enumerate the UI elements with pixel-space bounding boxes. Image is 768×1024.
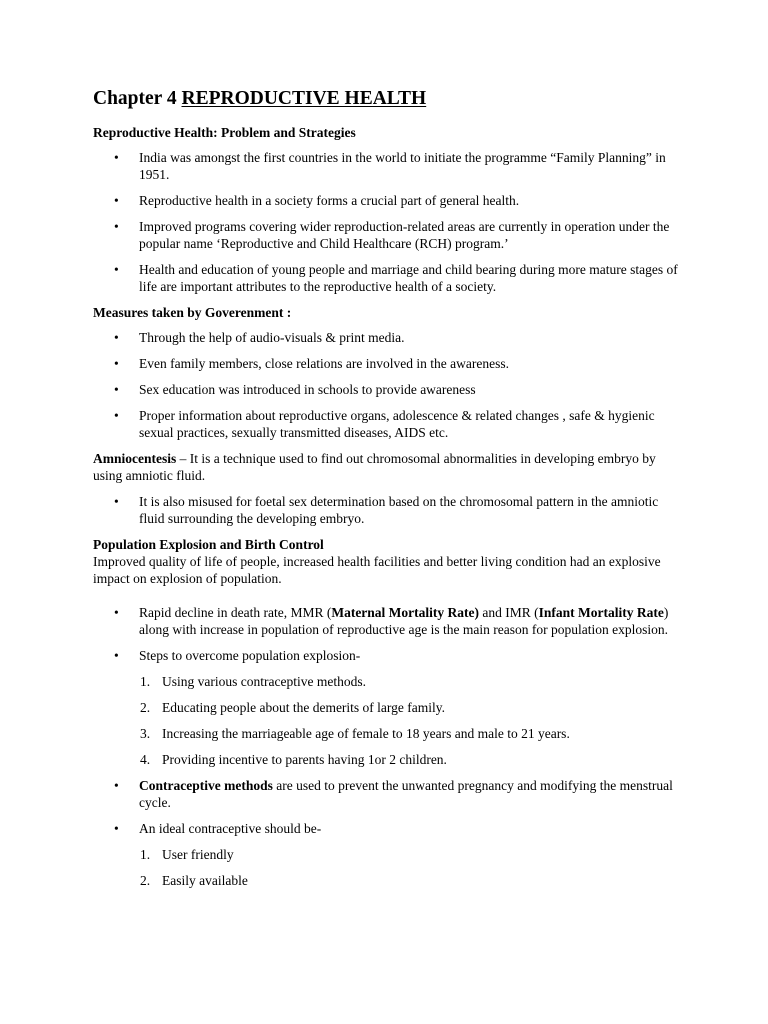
chapter-name: REPRODUCTIVE HEALTH (181, 88, 427, 109)
numbered-item: 2. Educating people about the demerits of large family. (140, 700, 446, 715)
list-item: • Health and education of young people and marriage and child bearing during more mature stages of life are important attributes to the reproductive health of a society. (93, 261, 683, 295)
imr-term: Infant Mortality Rate (538, 605, 664, 620)
section-heading-strategies: Reproductive Health: Problem and Strategies (93, 125, 356, 140)
section-heading-population: Population Explosion and Birth Control (93, 537, 324, 552)
list-item: • Even family members, close relations are involved in the awareness. (93, 355, 683, 372)
contraceptive-term: Contraceptive methods (139, 778, 273, 793)
list-item: • An ideal contraceptive should be- (93, 820, 683, 837)
list-item: • Improved programs covering wider reproduction-related areas are currently in operation under the popular name ‘Reproductive and Child Healthcare (RCH) program.’ (93, 218, 683, 252)
numbered-item: 1. User friendly (140, 847, 234, 862)
population-list (93, 604, 683, 664)
numbered-item: 3. Increasing the marriageable age of female to 18 years and male to 21 years. (140, 726, 570, 741)
ideal-contraceptive-list (93, 846, 683, 889)
numbered-item: 1. Using various contraceptive methods. (140, 674, 366, 689)
list-item: • It is also misused for foetal sex determination based on the chromosomal pattern in the amniotic fluid surrounding the developing embryo. (93, 493, 683, 527)
list-item: • Contraceptive methods are used to prevent the unwanted pregnancy and modifying the menstrual cycle. (93, 777, 683, 811)
list-item: • Reproductive health in a society forms a crucial part of general health. (93, 192, 683, 209)
amniocentesis-term: Amniocentesis (93, 451, 177, 466)
list-item: • Steps to overcome population explosion- (93, 647, 683, 664)
strategies-list (93, 149, 683, 295)
numbered-item: 4. Providing incentive to parents having 1or 2 children. (140, 752, 447, 767)
chapter-title (93, 86, 683, 112)
chapter-number: Chapter 4 (93, 88, 182, 109)
mmr-term: Maternal Mortality Rate) (331, 605, 480, 620)
list-item: • Proper information about reproductive organs, adolescence & related changes , safe & hygienic sexual practices, sexually transmitted diseases, AIDS etc. (93, 407, 683, 441)
amniocentesis-definition: – It is a technique used to find out chromosomal abnormalities in developing embryo by using amniotic fluid. (93, 451, 656, 483)
steps-list (93, 673, 683, 768)
amniocentesis-list (93, 493, 683, 527)
numbered-item: 2. Easily available (140, 873, 248, 888)
list-item: • Through the help of audio-visuals & print media. (93, 329, 683, 346)
list-item: • Rapid decline in death rate, MMR (Maternal Mortality Rate) and IMR (Infant Mortality Rate) along with increase in population of reproductive age is the main reason for population explosion. (93, 604, 683, 638)
population-intro: Improved quality of life of people, increased health facilities and better living condition had an explosive impact on explosion of population. (93, 554, 661, 586)
list-item: • India was amongst the first countries in the world to initiate the programme “Family Planning” in 1951. (93, 149, 683, 183)
list-item: • Sex education was introduced in schools to provide awareness (93, 381, 683, 398)
contraceptive-list (93, 777, 683, 837)
document-page (93, 86, 683, 898)
measures-list (93, 329, 683, 441)
amniocentesis-paragraph (93, 450, 683, 484)
section-heading-measures: Measures taken by Goverenment : (93, 305, 292, 320)
